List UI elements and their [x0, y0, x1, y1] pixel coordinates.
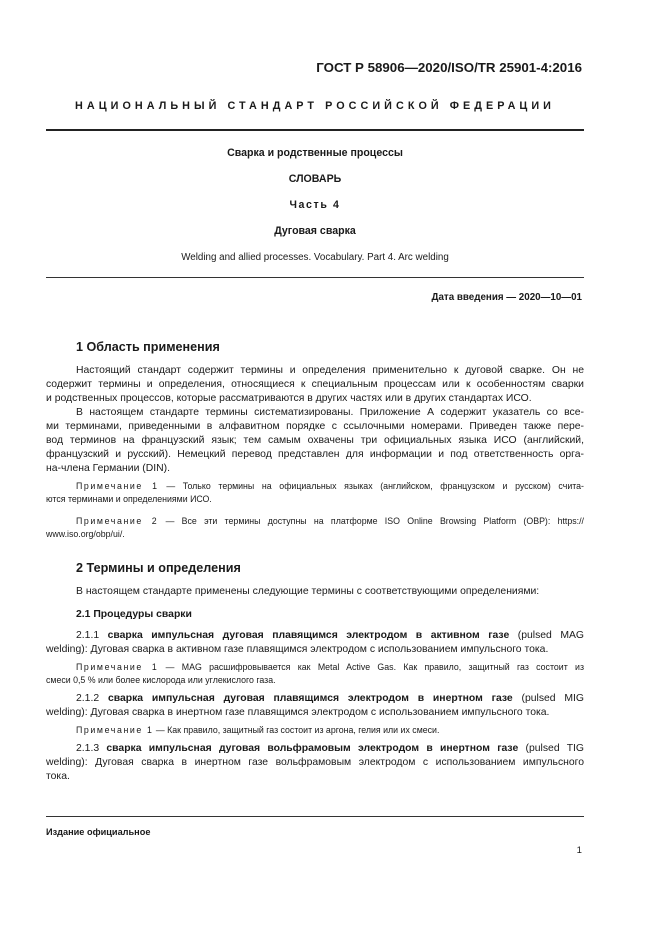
- term-english-start: (pulsed MAG: [509, 630, 584, 641]
- title-part: Часть 4: [289, 199, 341, 211]
- term-name: сварка импульсная дуговая плавящимся электродом в инертном газе: [107, 693, 513, 704]
- term-number: 2.1.2: [76, 693, 108, 704]
- term-english-start: (pulsed TIG: [518, 743, 585, 754]
- note-label: Примечание 2: [76, 516, 159, 526]
- note-text: — Все эти термины доступны на платформе ISO Online Browsing Platform (OBP): https://: [158, 516, 584, 526]
- note-label: Примечание 1: [76, 481, 159, 491]
- paragraph-line: французский и русский). Немецкий перевод представлен для информации и под ответственность орга-: [46, 449, 584, 460]
- section-2-heading: 2 Термины и определения: [76, 561, 241, 575]
- document-code: ГОСТ Р 58906—2020/ISO/TR 25901-4:2016: [316, 60, 582, 75]
- note-text: — Только термины на официальных языках (английском, французском и русском) счита-: [158, 481, 584, 491]
- term-definition-end: тока.: [46, 771, 70, 782]
- term-number: 2.1.1: [76, 630, 108, 641]
- term-definition: welding): Дуговая сварка в инертном газе плавящимся электродом с использованием импульсного тока.: [46, 707, 550, 718]
- note-2: [76, 515, 584, 528]
- term-note: [76, 661, 584, 674]
- page-number: 1: [576, 845, 582, 856]
- title-part-name: Дуговая сварка: [274, 225, 356, 237]
- section-2-intro: В настоящем стандарте применены следующие термины с соответствующими определениями:: [76, 586, 540, 597]
- note-label: Примечание 1: [76, 662, 159, 672]
- title-main: СЛОВАРЬ: [288, 173, 342, 185]
- paragraph-line: В настоящем стандарте термины систематизированы. Приложение А содержит указатель со все-: [76, 407, 584, 418]
- paragraph-line: Настоящий стандарт содержит термины и определения применительно к дуговой сварке. Он не: [76, 365, 584, 376]
- note-line: ются терминами и определениями ИСО.: [46, 494, 212, 504]
- paragraph-line: на-члена Германии (DIN).: [46, 463, 170, 474]
- title-subtitle: Сварка и родственные процессы: [227, 147, 403, 159]
- term-note: [76, 724, 584, 737]
- introduction-date: Дата введения — 2020—10—01: [431, 292, 582, 303]
- title-english: Welding and allied processes. Vocabulary. Part 4. Arc welding: [181, 252, 449, 263]
- header-divider: [46, 129, 584, 131]
- term-name: сварка импульсная дуговая плавящимся электродом в активном газе: [107, 630, 510, 641]
- paragraph-line: содержит термины и определения, относящиеся к специальным процессам или к особенностям сварки: [46, 379, 584, 390]
- term-english-start: (pulsed MIG: [512, 693, 585, 704]
- note-link-line: www.iso.org/obp/ui/.: [46, 529, 125, 539]
- term-name: сварка импульсная дуговая вольфрамовым электродом в инертном газе: [106, 743, 519, 754]
- term-number: 2.1.3: [76, 743, 107, 754]
- term-2-1-1: [76, 629, 584, 643]
- note-text: — MAG расшифровывается как Metal Active Gas. Как правило, защитный газ состоит из: [158, 662, 584, 672]
- subsection-heading: 2.1 Процедуры сварки: [76, 609, 192, 620]
- note-line: смеси 0,5 % или более кислорода или углекислого газа.: [46, 675, 276, 685]
- note-1: [76, 480, 584, 493]
- note-label: Примечание 1: [76, 725, 154, 735]
- term-definition: welding): Дуговая сварка в активном газе плавящимся электродом с использованием импульсного тока.: [46, 644, 549, 655]
- note-text: — Как правило, защитный газ состоит из аргона, гелия или их смеси.: [153, 725, 440, 735]
- title-divider: [46, 277, 584, 278]
- national-standard-banner: НАЦИОНАЛЬНЫЙ СТАНДАРТ РОССИЙСКОЙ ФЕДЕРАЦИИ: [75, 100, 555, 112]
- term-2-1-2: [76, 692, 584, 706]
- paragraph-line: вод терминов на французский язык; тем самым охвачены три официальных языка ИСО (английский,: [46, 435, 584, 446]
- section-1-heading: 1 Область применения: [76, 340, 220, 354]
- paragraph-line: и родственных процессов, которые рассматриваются в других частях или в других стандартах ИСО.: [46, 393, 532, 404]
- edition-label: Издание официальное: [46, 827, 151, 837]
- term-2-1-3: [76, 742, 584, 756]
- term-definition: welding): Дуговая сварка в инертном газе вольфрамовым электродом с использованием импульсного: [46, 757, 584, 768]
- footer-divider: [46, 816, 584, 817]
- paragraph-line: ми терминами, приведенными в алфавитном порядке с ссылочными номерами. Приведен также пере-: [46, 421, 584, 432]
